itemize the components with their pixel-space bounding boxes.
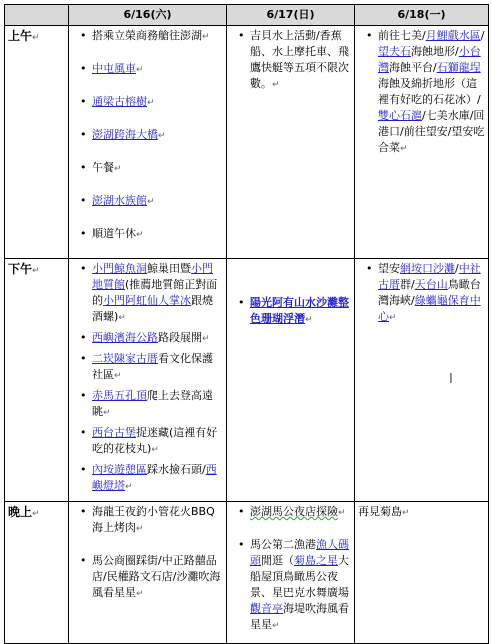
list-item: • 通梁古榕樹↵	[84, 94, 223, 111]
afternoon-day-1-list	[72, 261, 223, 495]
goodbye-text: 再見菊島↵	[358, 505, 410, 518]
afternoon-day-2-cell	[227, 259, 355, 502]
list-item: • 陽光阿有山水沙灘整色珊瑚浮潛↵	[242, 295, 351, 328]
list-item: • 西台古堡捉迷藏(這裡有好吃的花枝丸)↵	[84, 425, 223, 458]
list-item: • 中屯風車↵	[84, 61, 223, 78]
afternoon-day-2-list	[230, 295, 351, 328]
header-row	[5, 5, 489, 26]
link-zhongshe-village[interactable]: 中社古厝	[378, 262, 481, 291]
link-sunshine-beach-snorkel[interactable]: 陽光阿有山水沙灘整色珊瑚浮潛	[250, 296, 349, 325]
link-tiantai-mountain[interactable]: 天台山	[414, 278, 448, 291]
list-item: • 澎湖水族館↵	[84, 193, 223, 210]
link-little-taiwan[interactable]: 小台灣	[378, 45, 481, 74]
evening-day-1-cell	[69, 502, 227, 644]
link-star-of-penghu[interactable]: 菊島之星	[294, 554, 338, 567]
list-item: • 澎湖馬公夜店探險↵	[242, 504, 351, 521]
link-xiyu-coastal-road[interactable]: 西嶼濱海公路	[92, 331, 158, 344]
list-item: • 內垵遊憩區踩水撿石頭/西嶼燈塔↵	[84, 462, 223, 495]
morning-day-1-list	[72, 28, 223, 243]
evening-day-3-cell	[355, 502, 489, 644]
link-wangfu-rock[interactable]: 望夫石	[378, 45, 411, 58]
list-item: • 小門鯨魚洞鯨巢田暨小門地質館(推薦地質館正對面的小門阿虹仙人掌冰跟燒酒螺)↵	[84, 261, 223, 326]
link-green-turtle-center[interactable]: 綠蠵龜保育中心	[378, 294, 481, 323]
evening-day-1-list	[72, 504, 223, 602]
morning-day-3-list	[358, 28, 485, 157]
link-penghu-bridge[interactable]: 澎湖跨海大橋	[92, 128, 158, 141]
list-item: • 赤馬五孔頂爬上去登高遠眺↵	[84, 388, 223, 421]
afternoon-day-3-list	[358, 261, 485, 326]
return-mark: ↵	[32, 266, 40, 276]
link-zhongtun-windmill[interactable]: 中屯風車	[92, 62, 136, 75]
morning-row	[5, 26, 489, 259]
list-item: • 前往七美/月鯉戲水區/望夫石海蝕地形/小台灣海蝕平台/石獅龍埕海蝕及綿折地形（這裡有好吃的石花冰）/雙心石滬/七美水庫/回港口/前往望安/望安吃合菜↵	[370, 28, 485, 157]
return-mark: ↵	[32, 509, 40, 519]
link-xiaomen[interactable]: 小門	[92, 262, 114, 275]
row-label-evening: 晚上↵	[5, 502, 69, 644]
link-erkan-chen-house[interactable]: 二崁陳家古厝	[92, 352, 158, 365]
list-item: • 馬公第二漁港漁人碼頭閒逛（菊島之星大船屋頂鳥瞰馬公夜景、星巴克水舞廣場 觀音亭海堤吹海風看星星↵	[242, 537, 351, 634]
afternoon-row	[5, 259, 489, 502]
return-mark: ↵	[32, 33, 40, 43]
link-twin-hearts-weir[interactable]: 雙心石滬	[378, 109, 422, 122]
row-label-afternoon: 下午↵	[5, 259, 69, 502]
header-day-2: 6/17(日)	[227, 5, 355, 26]
evening-day-2-list	[230, 504, 351, 634]
list-item: • 二崁陳家古厝看文化保護社區↵	[84, 351, 223, 384]
row-label-morning: 上午↵	[5, 26, 69, 259]
list-item: • 西嶼濱海公路路段展開↵	[84, 330, 223, 347]
link-yueli-area[interactable]: 月鯉戲水區	[425, 29, 481, 42]
evening-row	[5, 502, 489, 644]
morning-day-3-cell	[355, 26, 489, 259]
list-item: • 望安網垵口沙灘/中社古厝群/天台山鳥瞰台灣海峽/綠蠵龜保育中心↵	[370, 261, 485, 326]
link-xiaomen-geology-hall[interactable]: 小門地質館	[92, 262, 213, 291]
list-item: • 午餐↵	[84, 160, 223, 177]
link-chima-wukong[interactable]: 赤馬五孔頂	[92, 389, 147, 402]
link-guanyin-temple[interactable]: 觀音亭	[250, 602, 283, 615]
afternoon-day-1-cell	[69, 259, 227, 502]
list-item: • 吉貝水上活動/香蕉船、水上摩托車、飛鷹快艇等五項不限次數。↵	[242, 28, 351, 93]
link-ahong-cactus-ice[interactable]: 小門阿虹仙人掌冰	[103, 294, 191, 307]
link-fishermans-wharf[interactable]: 漁人碼頭	[250, 538, 349, 567]
header-day-3: 6/18(一)	[355, 5, 489, 26]
link-xitai-fort[interactable]: 西台古堡	[92, 426, 136, 439]
link-neian-recreation[interactable]: 內垵遊憩區	[92, 463, 147, 476]
list-item: • 澎湖跨海大橋↵	[84, 127, 223, 144]
itinerary-table	[4, 4, 489, 644]
header-day-1: 6/16(六)	[69, 5, 227, 26]
list-item: • 搭乘立榮商務艙往澎湖↵	[84, 28, 223, 45]
afternoon-day-3-cell	[355, 259, 489, 502]
link-tongliang-banyan[interactable]: 通梁古榕樹	[92, 95, 147, 108]
link-shishi-longcheng[interactable]: 石獅龍埕	[436, 61, 481, 74]
morning-day-2-cell	[227, 26, 355, 259]
text-cursor-icon: I	[449, 372, 453, 387]
list-item: • 馬公商圈踩街/中正路囍品店/民權路文石店/沙灘吹海風看星星↵	[84, 553, 223, 602]
evening-day-2-cell	[227, 502, 355, 644]
morning-day-2-list	[230, 28, 351, 93]
list-item: • 順道午休↵	[84, 226, 223, 243]
link-penghu-aquarium[interactable]: 澎湖水族館	[92, 194, 147, 207]
link-xiyu-lighthouse[interactable]: 西嶼燈塔	[92, 463, 217, 492]
link-whale-cave[interactable]: 鯨魚洞	[114, 262, 147, 275]
link-wangankou-beach[interactable]: 網垵口沙灘	[400, 262, 455, 275]
header-corner-cell	[5, 5, 69, 26]
morning-day-1-cell	[69, 26, 227, 259]
list-item: • 海龍王夜釣小管花火BBQ海上烤肉↵	[84, 504, 223, 537]
